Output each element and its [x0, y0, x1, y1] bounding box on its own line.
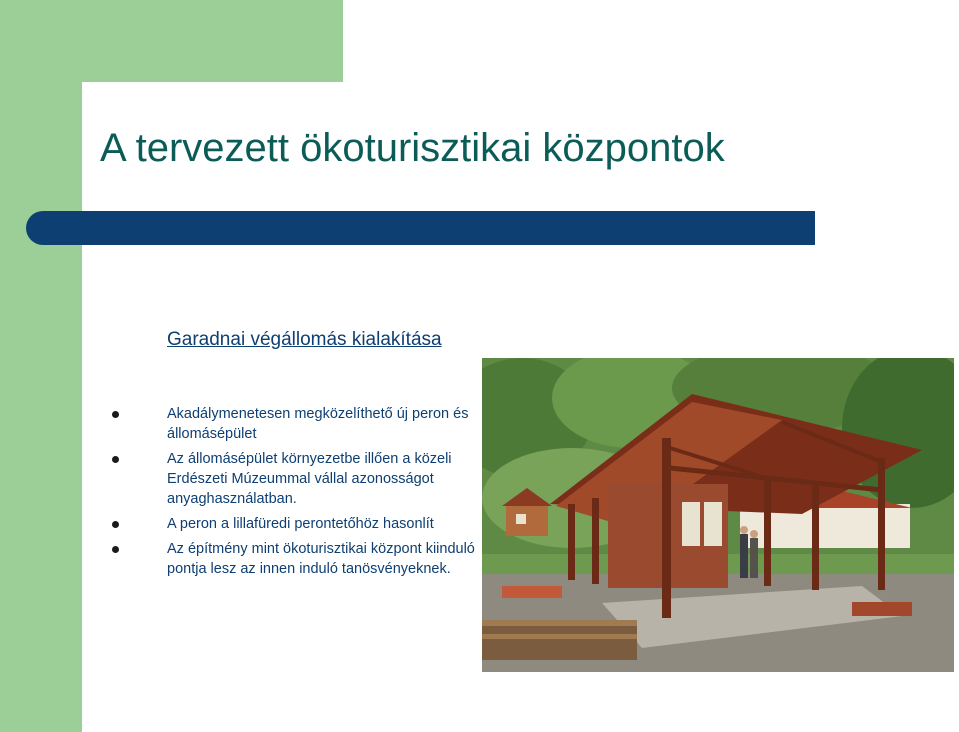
slide-subtitle: Garadnai végállomás kialakítása	[167, 329, 442, 350]
bullet-dot-icon	[112, 546, 119, 553]
bullet-text: Az építmény mint ökoturisztikai központ kiinduló pontja lesz az innen induló tanösvényeknek.	[167, 541, 475, 577]
bullet-list	[110, 404, 480, 584]
pavilion-photo-illustration	[482, 358, 954, 672]
bullet-dot-icon	[112, 411, 119, 418]
bullet-text: A peron a lillafüredi perontetőhöz hasonlít	[167, 516, 434, 532]
bullet-item	[110, 404, 480, 444]
title-underline-bar	[26, 211, 815, 245]
bullet-dot-icon	[112, 521, 119, 528]
top-green-block	[0, 0, 343, 82]
bullet-text: Akadálymenetesen megközelíthető új peron és állomásépület	[167, 406, 469, 442]
slide-title: A tervezett ökoturisztikai központok	[100, 126, 725, 170]
bullet-dot-icon	[112, 456, 119, 463]
bullet-item	[110, 539, 480, 579]
bullet-item	[110, 514, 480, 534]
bullet-item	[110, 449, 480, 509]
pavilion-photo	[482, 358, 954, 672]
left-green-strip	[0, 0, 82, 732]
bullet-text: Az állomásépület környezetbe illően a közeli Erdészeti Múzeummal vállal azonosságot anyaghasználatban.	[167, 451, 452, 507]
